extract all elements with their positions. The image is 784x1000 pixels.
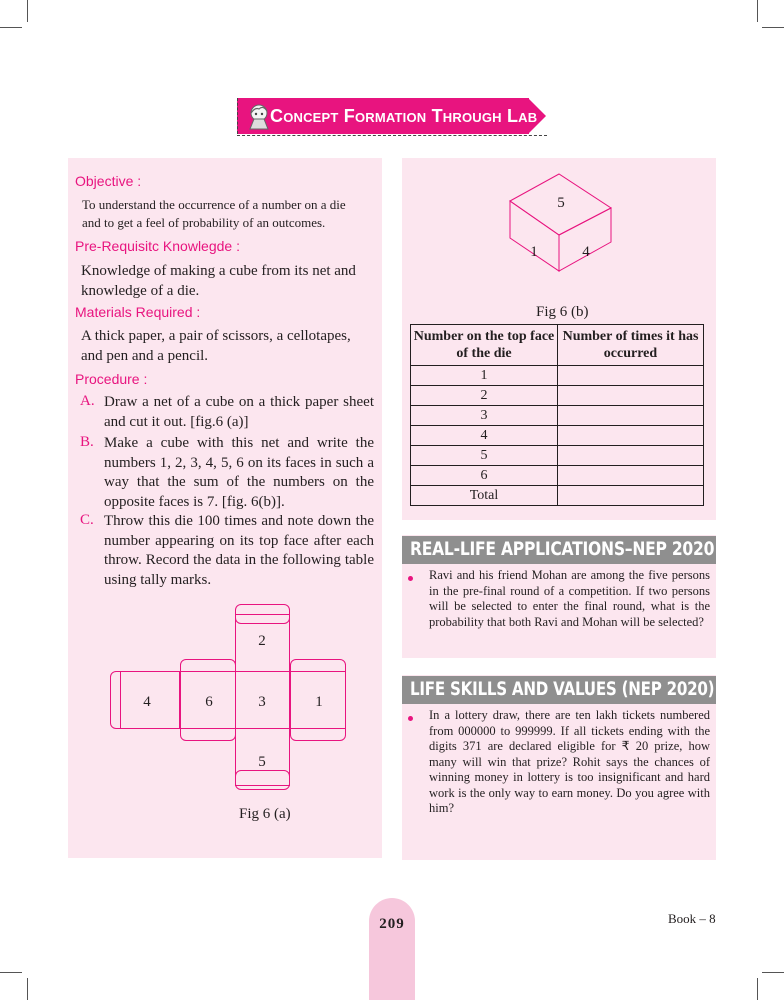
table-cell — [558, 386, 704, 406]
table-header: Number of times it has occurred — [558, 325, 704, 366]
materials-text — [81, 327, 381, 366]
table-cell: 3 — [411, 406, 558, 426]
table-cell — [558, 406, 704, 426]
figure-caption: Fig 6 (a) — [239, 806, 291, 822]
bullet-icon — [408, 716, 413, 721]
prerequisite-heading: Pre-Requisitc Knowlegde : — [75, 238, 240, 254]
crop-mark — [0, 27, 22, 28]
crop-mark — [27, 0, 28, 22]
life-skills-text: In a lottery draw, there are ten lakh tickets numbered from 000000 to 999999. If all tickets ending with the digits 371 are declared eligible for ₹ 20 prize, how many will win that prize? Rohit says the chances of winning money in lottery is too insignificant and hard work is the only way to earn money. Do you agree with him? — [429, 708, 710, 815]
net-flap — [235, 770, 290, 790]
procedure-letter: B. — [80, 434, 94, 450]
table-row — [411, 486, 704, 506]
banner-border — [237, 135, 547, 136]
table-cell — [558, 446, 704, 466]
table-cell: 1 — [411, 366, 558, 386]
net-number: 5 — [258, 754, 266, 770]
lab-icon — [245, 103, 271, 131]
frequency-table — [410, 324, 704, 506]
net-number: 2 — [258, 633, 266, 649]
table-row — [411, 366, 704, 386]
page-number: 209 — [379, 916, 405, 932]
table-row — [411, 426, 704, 446]
table-cell: 5 — [411, 446, 558, 466]
crop-mark — [762, 27, 784, 28]
text-line: A thick paper, a pair of scissors, a cellotapes, — [81, 328, 351, 344]
book-label: Book – 8 — [668, 911, 716, 926]
text-line: To understand the occurrence of a number on a die — [82, 197, 346, 212]
procedure-heading: Procedure : — [75, 371, 148, 387]
table-row — [411, 466, 704, 486]
table-cell: 6 — [411, 466, 558, 486]
procedure-letter: C. — [80, 512, 94, 528]
table-cell — [558, 426, 704, 446]
real-life-text: Ravi and his friend Mohan are among the five persons in the pre-final round of a competition. If two persons will be selected to enter the final round, what is the probability that both Ravi and Mohan will be selected? — [429, 568, 710, 629]
text-line: and to get a feel of probability of an outcomes. — [82, 214, 326, 230]
cube-face-number: 4 — [582, 244, 590, 260]
prerequisite-text — [81, 262, 381, 301]
crop-mark — [757, 978, 758, 1000]
crop-mark — [0, 972, 22, 973]
text-line: and pen and a pencil. — [81, 347, 209, 364]
procedure-letter: A. — [80, 393, 95, 409]
bullet-icon — [408, 576, 413, 581]
net-number: 1 — [315, 694, 323, 710]
procedure-item: Draw a net of a cube on a thick paper sheet and cut it out. [fig.6 (a)] — [104, 394, 374, 430]
text-line: Knowledge of making a cube from its net and — [81, 263, 356, 279]
cube-face-number: 1 — [530, 244, 538, 260]
banner-border — [237, 98, 238, 134]
procedure-item: Make a cube with this net and write the numbers 1, 2, 3, 4, 5, 6 on its faces in such a way that the sum of the numbers on the opposite faces is 7. [fig. 6(b)]. — [104, 435, 374, 510]
table-cell — [558, 486, 704, 506]
crop-mark — [27, 978, 28, 1000]
figure-caption: Fig 6 (b) — [536, 304, 589, 320]
objective-heading: Objective : — [75, 173, 142, 189]
table-cell: Total — [411, 486, 558, 506]
net-number: 6 — [205, 694, 213, 710]
text-line: knowledge of a die. — [81, 282, 200, 299]
materials-heading: Materials Required : — [75, 304, 201, 320]
real-life-heading: REAL-LIFE APPLICATIONS–NEP 2020 — [402, 536, 716, 564]
net-number: 3 — [258, 694, 266, 710]
life-skills-heading: LIFE SKILLS AND VALUES (NEP 2020) — [402, 676, 716, 704]
table-row — [411, 406, 704, 426]
page-title: Concept Formation Through Lab — [270, 106, 538, 126]
table-cell — [558, 466, 704, 486]
procedure-item: Throw this die 100 times and note down the number appearing on its top face after each throw. Record the data in the following table using tally marks. — [104, 513, 374, 588]
table-cell — [558, 366, 704, 386]
cube-face-number: 5 — [557, 195, 565, 211]
cube-figure — [505, 172, 615, 272]
table-header: Number on the top face of the die — [411, 325, 558, 366]
page-number-tab — [369, 898, 415, 1000]
net-number: 4 — [143, 694, 151, 710]
crop-mark — [757, 0, 758, 22]
table-row — [411, 386, 704, 406]
table-cell: 4 — [411, 426, 558, 446]
table-cell: 2 — [411, 386, 558, 406]
crop-mark — [762, 972, 784, 973]
table-row — [411, 446, 704, 466]
objective-text — [82, 196, 382, 231]
